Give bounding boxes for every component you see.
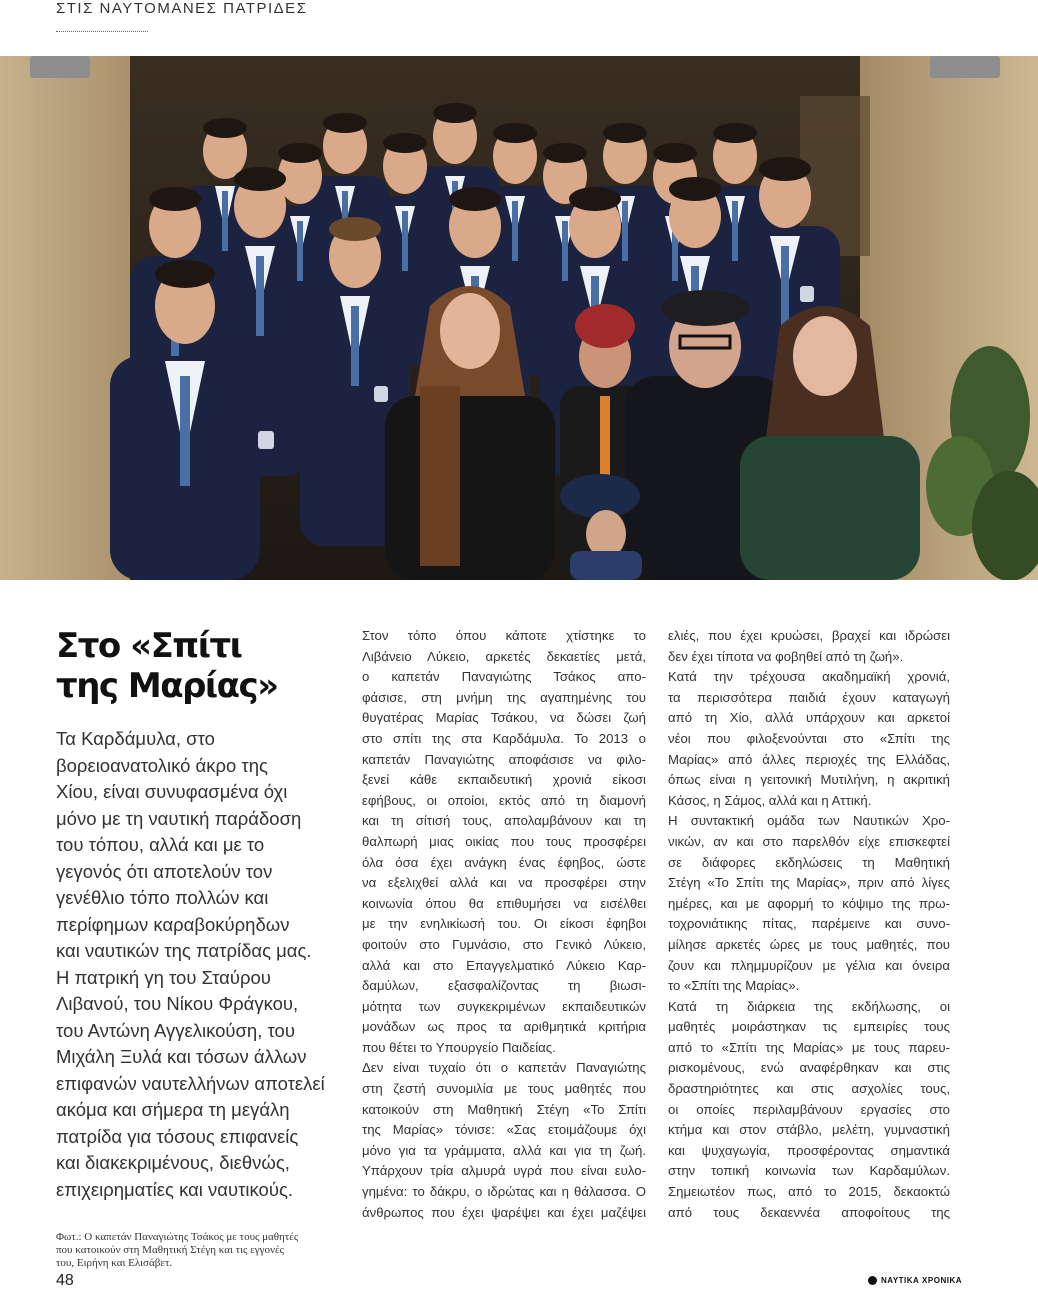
body-line: μίλησε αρκετές ώρες με τους μαθητές, που bbox=[668, 936, 950, 952]
lead-line: και διακεκριμένους, διεθνώς, bbox=[56, 1152, 290, 1173]
body-line: από το «Σπίτι της Μαρίας» με τους παρευ- bbox=[668, 1039, 950, 1055]
body-line: στη ζεστή συνομιλία με τους μαθητές που bbox=[362, 1081, 646, 1097]
body-line: φάσισε, στη μνήμη της αγαπημένης του bbox=[362, 689, 646, 705]
body-line: Δεν είναι τυχαίο ότι ο καπετάν Παναγιώτης bbox=[362, 1060, 646, 1076]
body-line: κτήμα και στον στάβλο, μελέτη, γυμναστική bbox=[668, 1122, 950, 1138]
body-text bbox=[362, 626, 646, 1223]
caption-line: του, Ειρήνη και Ελισάβετ. bbox=[56, 1257, 173, 1269]
body-line: Υπάρχουν τρία αλμυρά υγρά που είναι ευλο- bbox=[362, 1163, 646, 1179]
article-column-3 bbox=[668, 626, 950, 1223]
body-line: άνθρωπος που έχει ψαρέψει και έχει μαζέψει bbox=[362, 1204, 646, 1220]
body-line: μότητα των συγκεκριμένων εκπαιδευτικών bbox=[362, 998, 646, 1014]
body-line: Κάσος, η Σάμος, αλλά και η Αττική. bbox=[668, 792, 872, 808]
body-line: τοχρονιάτικης πίτας, παρέμεινε και συνο- bbox=[668, 916, 950, 932]
body-text bbox=[668, 626, 950, 1223]
lead-line: ακόμα και σήμερα τη μεγάλη bbox=[56, 1099, 290, 1120]
caption-line: που κατοικούν στη Μαθητική Στέγη και τις εγγονές bbox=[56, 1244, 284, 1256]
body-line: από τη Χίο, αλλά υπάρχουν και αρκετοί bbox=[668, 710, 950, 726]
body-line: Σημειωτέον πως, από το 2015, δεκαοκτώ bbox=[668, 1184, 950, 1200]
lead-line: Χίου, είναι συνυφασμένα όχι bbox=[56, 781, 288, 802]
body-line: που θέτει το Υπουργείο Παιδείας. bbox=[362, 1039, 556, 1055]
body-line: ημέρες, και με αφορμή το κόψιμο της πρω- bbox=[668, 895, 950, 911]
lead-line: Η πατρική γη του Σταύρου bbox=[56, 966, 271, 988]
page-number: 48 bbox=[56, 1272, 74, 1289]
lead-line: του τόπου, αλλά και με το bbox=[56, 834, 265, 855]
body-line: ο καπετάν Παναγιώτης Τσάκος απο- bbox=[362, 669, 646, 685]
body-line: Λιβάνειο Λύκειο, αρκετές δεκαετίες μετά, bbox=[362, 648, 646, 664]
magazine-brand bbox=[868, 1276, 962, 1285]
brand-name: ΝΑΥΤΙΚΑ ΧΡΟΝΙΚΑ bbox=[881, 1276, 962, 1285]
body-line: δεν έχει τίποτα να φοβηθεί από τη ζωή». bbox=[668, 648, 904, 664]
body-line: όπως είναι η γειτονική Μυτιλήνη, η ακριτική bbox=[668, 772, 950, 788]
body-line: κατοικούν στη Μαθητική Στέγη «Το Σπίτι bbox=[362, 1101, 646, 1117]
group-photo bbox=[0, 56, 1038, 580]
body-line: αλλά και στο Επαγγελματικό Λύκειο Καρ- bbox=[362, 957, 646, 973]
body-line: στο σπίτι της στα Καρδάμυλα. Το 2013 ο bbox=[362, 730, 646, 746]
body-line: φοιτούν στο Γυμνάσιο, στο Γενικό Λύκειο, bbox=[362, 936, 646, 952]
section-label: ΣΤΙΣ ΝΑΥΤΟΜΑΝΕΣ ΠΑΤΡΙΔΕΣ bbox=[56, 0, 308, 17]
body-line: ζουν και πλημμυρίζουν με γέλια και όνειρα bbox=[668, 957, 950, 973]
section-divider bbox=[56, 31, 148, 32]
body-line: τα περισσότερα παιδιά έχουν καταγωγή bbox=[668, 689, 950, 705]
title-line: της Μαρίας» bbox=[56, 666, 278, 706]
body-line: από τους δεκαεννέα αποφοίτους της bbox=[668, 1204, 950, 1220]
body-line: το «Σπίτι της Μαρίας». bbox=[668, 978, 800, 994]
body-line: καπετάν Παναγιώτης αποφάσισε να φιλο- bbox=[362, 751, 646, 767]
body-line: να εξελιχθεί αλλά και να προσφέρει στην bbox=[362, 875, 646, 891]
body-line: της Μαρίας» τόνισε: «Σας ετοιμάζουμε όχι bbox=[362, 1122, 646, 1138]
body-line: θυγατέρας Μαρίας Τσάκου, να δώσει ζωή bbox=[362, 710, 646, 726]
lead-line: πατρίδα για τόσους επιφανείς bbox=[56, 1125, 299, 1147]
body-line: σε διάφορες εκδηλώσεις τη Μαθητική bbox=[668, 854, 950, 870]
lead-line: του Αντώνη Αγγελικούση, του bbox=[56, 1019, 295, 1041]
body-line: με την ενηλικίωσή του. Οι είκοσι έφηβοι bbox=[362, 916, 646, 932]
body-line: νικών, αν και στο παρελθόν είχε επισκεφτεί bbox=[668, 833, 950, 849]
lead-line: γεγονός ότι αποτελούν τον bbox=[56, 860, 273, 882]
article-title bbox=[56, 626, 330, 706]
photo-caption bbox=[56, 1231, 330, 1270]
article-column-1 bbox=[56, 626, 330, 1270]
lead-line: γενέθλιο τόπο πολλών και bbox=[56, 887, 269, 908]
body-line: ρισκομένους, ενώ αναφέρθηκαν και στις bbox=[668, 1060, 950, 1076]
article-lead bbox=[56, 726, 330, 1203]
body-line: θαλπωρή μιας οικίας που τους προσφέρει bbox=[362, 833, 646, 849]
article-column-2 bbox=[362, 626, 646, 1223]
body-line: ξενεί κάθε εκπαιδευτική χρονιά είκοσι bbox=[362, 772, 646, 788]
body-line: Στον τόπο όπου κάποτε χτίστηκε το bbox=[362, 628, 646, 643]
body-line: στην τοπική κοινωνία των Καρδαμύλων. bbox=[668, 1163, 950, 1179]
title-line: Στο «Σπίτι bbox=[56, 626, 242, 666]
body-line: δαμύλων, εξασφαλίζοντας τη βιωσι- bbox=[362, 978, 646, 994]
lead-line: περίφημων καραβοκύρηδων bbox=[56, 913, 290, 935]
lead-line: επιχειρηματίες και ναυτικούς. bbox=[56, 1178, 294, 1200]
caption-line: Φωτ.: Ο καπετάν Παναγιώτης Τσάκος με τους μαθητές bbox=[56, 1231, 299, 1243]
body-line: Κατά τη διάρκεια της εκδήλωσης, οι bbox=[668, 998, 950, 1014]
body-line: Η συντακτική ομάδα των Ναυτικών Χρο- bbox=[668, 813, 950, 829]
body-line: γημένα: το δάκρυ, ο ιδρώτας και η θάλασσα. Ο bbox=[362, 1184, 646, 1200]
lead-line: επιφανών ναυτελλήνων αποτελεί bbox=[56, 1072, 325, 1094]
lead-line: μόνο με τη ναυτική παράδοση bbox=[56, 807, 302, 829]
body-line: και ψυχαγωγία, προσφέροντας σημαντικά bbox=[668, 1142, 950, 1158]
lead-line: και ναυτικών της πατρίδας μας. bbox=[56, 940, 312, 961]
lead-line: Τα Καρδάμυλα, στο bbox=[56, 728, 215, 749]
body-line: μόνο για τα γράμματα, αλλά και για τη ζωή. bbox=[362, 1142, 646, 1158]
body-line: Μαρίας» από άλλες περιοχές της Ελλάδας, bbox=[668, 751, 950, 767]
body-line: Στέγη «Το Σπίτι της Μαρίας», πριν από λίγες bbox=[668, 875, 950, 891]
body-line: μαθητές μοιράστηκαν τις εμπειρίες τους bbox=[668, 1019, 950, 1035]
body-line: ελιές, που έχει κρυώσει, βραχεί και ιδρώσει bbox=[668, 628, 950, 643]
body-line: Κατά την τρέχουσα ακαδημαϊκή χρονιά, bbox=[668, 669, 950, 685]
body-line: οι οποίες περιλαμβάνουν εργασίες στο bbox=[668, 1101, 950, 1117]
body-line: εφήβους, οι οποίοι, εκτός από τη διαμονή bbox=[362, 792, 646, 808]
body-line: νέοι που φιλοξενούνται στο «Σπίτι της bbox=[668, 730, 950, 746]
body-line: κοινωνία όπου θα επιθυμήσει να εισέλθει bbox=[362, 895, 646, 911]
brand-logo-icon bbox=[868, 1276, 877, 1285]
lead-line: Μιχάλη Ξυλά και τόσων άλλων bbox=[56, 1046, 307, 1067]
body-line: μονάδων ως προς τα αριθμητικά κριτήρια bbox=[362, 1019, 646, 1035]
lead-line: βορειοανατολικό άκρο της bbox=[56, 754, 268, 776]
body-line: δραστηριότητες και στις ασχολίες τους, bbox=[668, 1081, 950, 1097]
body-line: όλα όσα έχει ανάγκη ένας έφηβος, ώστε bbox=[362, 854, 646, 870]
lead-line: Λιβανού, του Νίκου Φράγκου, bbox=[56, 993, 299, 1014]
body-line: και τη σίτισή τους, απολαμβάνουν και τη bbox=[362, 813, 646, 829]
